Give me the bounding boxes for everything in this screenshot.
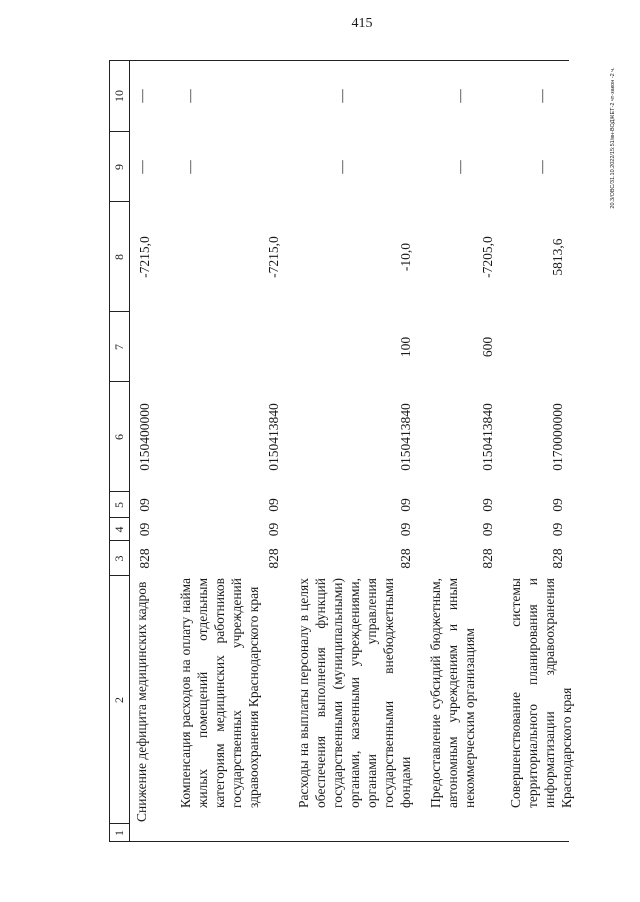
row-col-7: 600 <box>480 336 495 358</box>
header-col-3: 3 <box>112 555 126 562</box>
page-number: 415 <box>351 16 373 31</box>
header-col-1: 1 <box>112 830 126 836</box>
row-col-4: 09 <box>266 522 281 537</box>
table-row <box>427 60 499 842</box>
row-col-5: 09 <box>266 498 281 512</box>
header-col-6: 6 <box>112 434 126 440</box>
row-col-10: — <box>534 89 549 103</box>
row-description: Расходы на выплаты персоналу в целях обеспечения выполнения функций государственными (муниципальными) органами, казенными учреждениями, органами управления государственными внебюджетными фондами <box>296 578 413 808</box>
header-col-2: 2 <box>112 697 126 703</box>
row-col-8: -7215,0 <box>266 236 281 278</box>
row-description: Компенсация расходов на оплату найма жилых помещений отдельным категориям медицинских работников государственных учреждений здравоохранения Краснодарского края <box>178 578 261 808</box>
header-col-5: 5 <box>112 502 126 508</box>
header-col-9: 9 <box>112 164 126 170</box>
row-col-9: — <box>134 160 149 174</box>
row-col-4: 09 <box>550 522 565 537</box>
header-col-7: 7 <box>112 344 126 350</box>
row-col-10: — <box>334 89 349 103</box>
row-col-10: — <box>182 89 197 103</box>
row-col-8: -7215,0 <box>137 236 152 278</box>
row-col-3: 828 <box>398 548 413 569</box>
row-col-6: 0170000000 <box>550 403 565 471</box>
row-col-6: 0150413840 <box>480 403 495 471</box>
table-row <box>177 60 285 842</box>
row-description: Предоставление субсидий бюджетным, автономным учреждениям и иным некоммерческим организациям <box>428 578 477 808</box>
row-col-6: 0150400000 <box>137 403 152 471</box>
row-col-3: 828 <box>480 548 495 569</box>
table-row <box>507 60 574 842</box>
row-col-3: 828 <box>550 548 565 569</box>
row-col-8: -7205,0 <box>480 236 495 278</box>
row-col-9: — <box>182 160 197 174</box>
row-col-5: 09 <box>480 498 495 512</box>
row-col-10: — <box>452 89 467 103</box>
side-stamp <box>608 38 618 238</box>
header-col-8: 8 <box>112 254 126 260</box>
row-description: Совершенствование системы территориального планирования и информатизации здравоохранения Краснодарского края <box>508 578 574 808</box>
table-row <box>295 60 417 842</box>
row-col-8: 5813,6 <box>550 238 565 276</box>
table-row <box>133 60 169 842</box>
row-col-9: — <box>534 160 549 174</box>
row-col-9: — <box>334 160 349 174</box>
row-description: Снижение дефицита медицинских кадров <box>134 581 149 822</box>
row-col-4: 09 <box>398 522 413 537</box>
row-col-5: 09 <box>550 498 565 512</box>
header-col-10: 10 <box>112 90 126 102</box>
row-col-8: -10,0 <box>398 242 413 272</box>
row-col-4: 09 <box>480 522 495 537</box>
row-col-9: — <box>452 160 467 174</box>
row-col-4: 09 <box>137 522 152 537</box>
header-col-4: 4 <box>112 526 126 533</box>
row-col-3: 828 <box>266 548 281 569</box>
row-col-5: 09 <box>398 498 413 512</box>
header-row <box>109 60 130 842</box>
row-col-6: 0150413840 <box>266 403 281 471</box>
budget-table-rotated <box>109 60 574 842</box>
row-col-5: 09 <box>137 498 152 512</box>
side-stamp-text: 20.3/ОВС/31.10.2022/15:51/вн-ВОДЖЕТ-2 чт-закон -2 ч. <box>610 67 616 209</box>
row-col-6: 0150413840 <box>398 403 413 471</box>
budget-table <box>109 60 574 842</box>
row-col-7: 100 <box>398 336 413 358</box>
row-col-3: 828 <box>137 548 152 569</box>
row-col-10: — <box>134 89 149 103</box>
